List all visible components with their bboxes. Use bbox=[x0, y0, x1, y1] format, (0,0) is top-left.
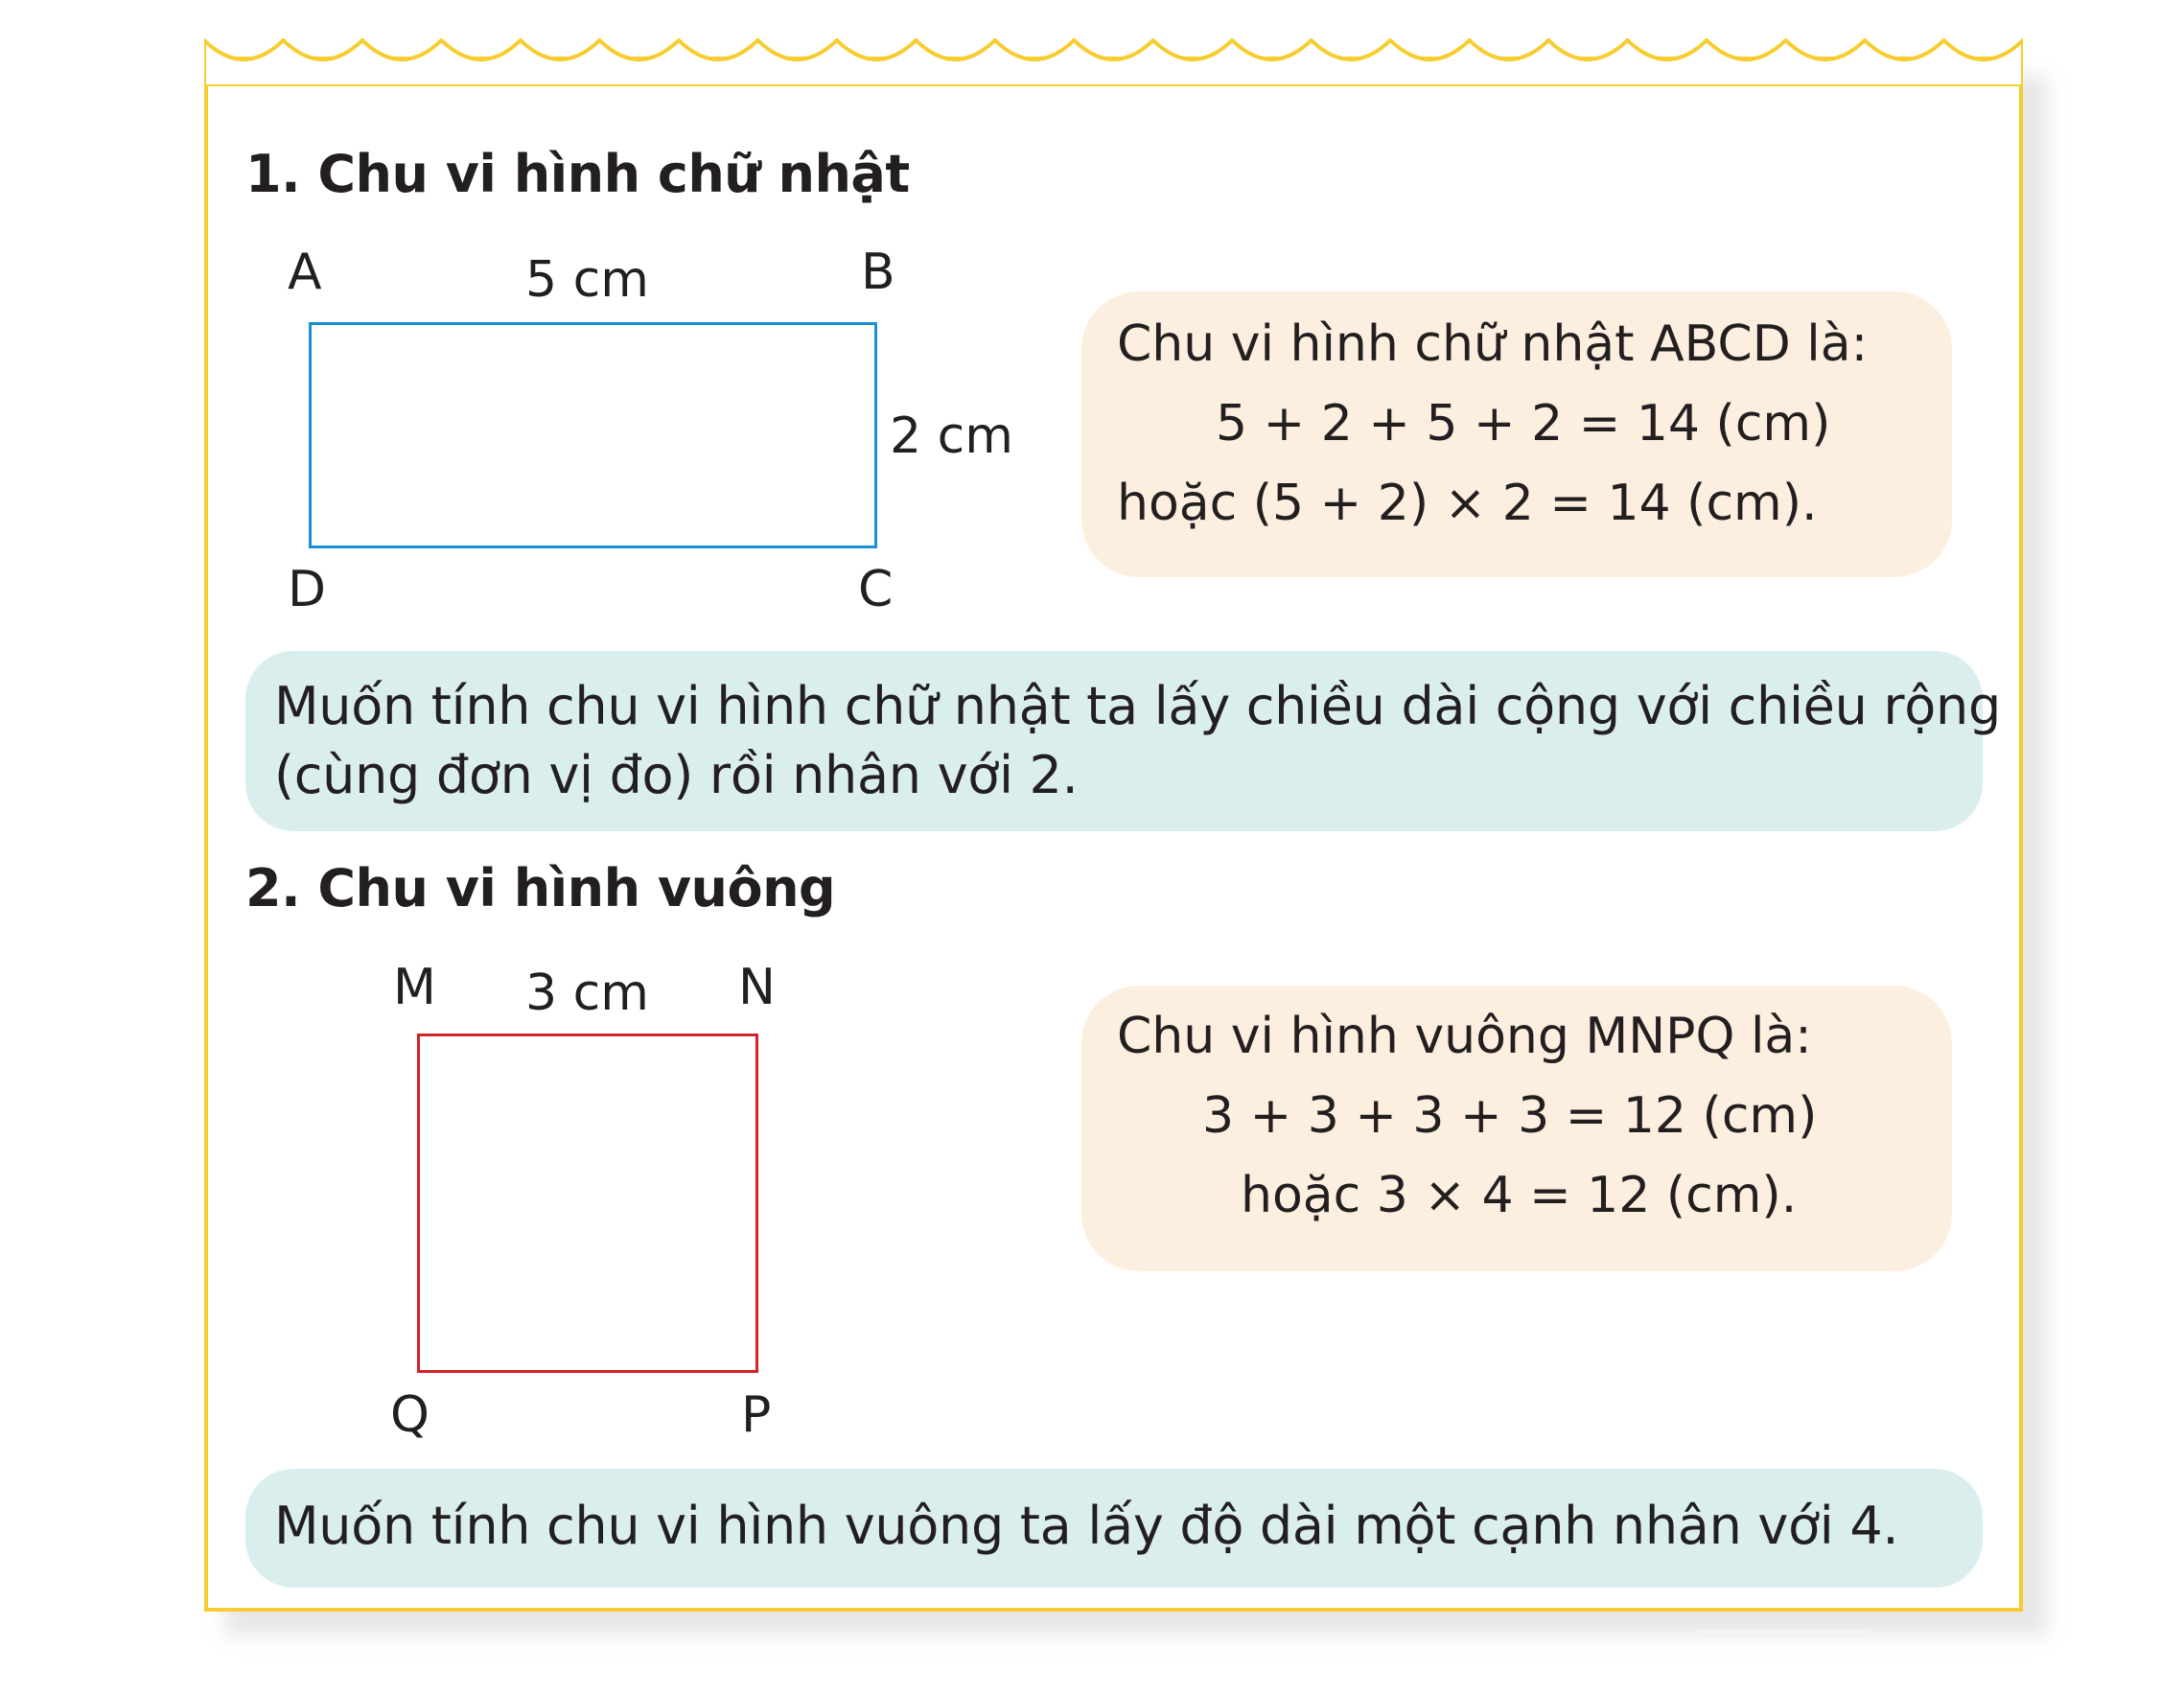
vertex-n-label: N bbox=[738, 959, 776, 1016]
rectangle-calc-bubble bbox=[1081, 291, 1952, 577]
section-1-title: 1. Chu vi hình chữ nhật bbox=[245, 144, 910, 204]
square-calc-line-1: Chu vi hình vuông MNPQ là: bbox=[1117, 1008, 1812, 1065]
square-calc-line-2: 3 + 3 + 3 + 3 = 12 (cm) bbox=[1202, 1087, 1818, 1145]
rectangle-rule-line-1: Muốn tính chu vi hình chữ nhật ta lấy chiều dài cộng với chiều rộng bbox=[274, 676, 2001, 736]
vertex-d-label: D bbox=[288, 561, 327, 618]
rectangle-calc-line-3: hoặc (5 + 2) × 2 = 14 (cm). bbox=[1117, 475, 1818, 532]
vertex-a-label: A bbox=[288, 244, 322, 301]
square-calc-bubble bbox=[1081, 986, 1952, 1271]
square-rule-line-1: Muốn tính chu vi hình vuông ta lấy độ dài một cạnh nhân với 4. bbox=[274, 1496, 1899, 1556]
lesson-card bbox=[204, 57, 2023, 1612]
square-calc-line-3: hoặc 3 × 4 = 12 (cm). bbox=[1241, 1167, 1798, 1224]
page-edge-mark bbox=[1697, 1630, 1870, 1634]
rectangle-rule-line-2: (cùng đơn vị đo) rồi nhân với 2. bbox=[274, 745, 1079, 805]
square-side-label: 3 cm bbox=[525, 964, 649, 1022]
vertex-b-label: B bbox=[861, 244, 895, 301]
rectangle-calc-line-2: 5 + 2 + 5 + 2 = 14 (cm) bbox=[1216, 395, 1831, 453]
vertex-p-label: P bbox=[741, 1386, 772, 1444]
rectangle-abcd bbox=[309, 322, 877, 548]
vertex-m-label: M bbox=[393, 959, 436, 1016]
vertex-q-label: Q bbox=[390, 1386, 430, 1444]
rectangle-length-label: 5 cm bbox=[525, 251, 649, 309]
scalloped-top-edge bbox=[204, 38, 2023, 86]
square-rule-box bbox=[245, 1469, 1983, 1588]
section-2-title: 2. Chu vi hình vuông bbox=[245, 858, 836, 918]
rectangle-width-label: 2 cm bbox=[890, 407, 1013, 465]
rectangle-rule-box bbox=[245, 651, 2001, 831]
vertex-c-label: C bbox=[858, 561, 894, 618]
square-mnpq bbox=[417, 1034, 758, 1373]
rectangle-calc-line-1: Chu vi hình chữ nhật ABCD là: bbox=[1117, 315, 1869, 373]
